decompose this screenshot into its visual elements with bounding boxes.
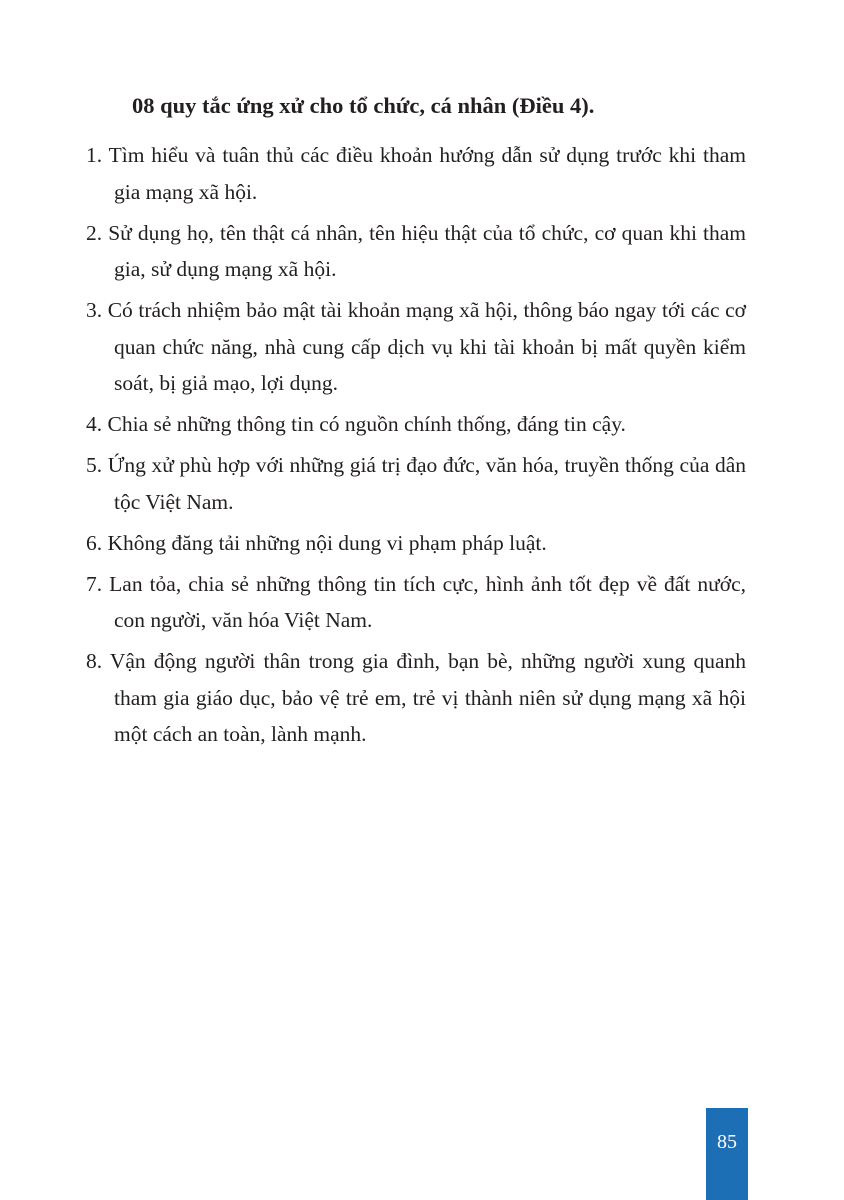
rule-number: 8. — [86, 649, 103, 673]
rule-number: 5. — [86, 453, 103, 477]
rules-list — [86, 137, 746, 757]
rule-item — [86, 137, 746, 210]
rule-item — [86, 215, 746, 288]
rule-number: 3. — [86, 298, 103, 322]
rule-item — [86, 406, 746, 443]
rule-item — [86, 566, 746, 639]
rule-text: Có trách nhiệm bảo mật tài khoản mạng xã hội, thông báo ngay tới các cơ quan chức năng, nhà cung cấp dịch vụ khi tài khoản bị mất quyền kiểm soát, bị giả mạo, lợi dụng. — [107, 298, 747, 395]
section-heading: 08 quy tắc ứng xử cho tổ chức, cá nhân (Điều 4). — [132, 93, 595, 118]
rule-text: Ứng xử phù hợp với những giá trị đạo đức, văn hóa, truyền thống của dân tộc Việt Nam. — [107, 453, 746, 514]
rule-item — [86, 643, 746, 753]
rule-number: 7. — [86, 571, 103, 596]
page-number: 85 — [717, 1131, 737, 1153]
rule-number: 1. — [86, 143, 103, 167]
rule-text: Tìm hiểu và tuân thủ các điều khoản hướng dẫn sử dụng trước khi tham gia mạng xã hội. — [108, 143, 746, 204]
rule-number: 6. — [86, 530, 103, 555]
rule-item — [86, 447, 746, 520]
rule-item — [86, 525, 746, 562]
rule-text: Lan tỏa, chia sẻ những thông tin tích cực, hình ảnh tốt đẹp về đất nước, con người, văn hóa Việt Nam. — [109, 571, 747, 632]
rule-text: Vận động người thân trong gia đình, bạn bè, những người xung quanh tham gia giáo dục, bảo vệ trẻ em, trẻ vị thành niên sử dụng mạng xã hội một cách an toàn, lành mạnh. — [109, 649, 746, 746]
rule-item — [86, 292, 746, 402]
rule-text: Chia sẻ những thông tin có nguồn chính thống, đáng tin cậy. — [107, 412, 626, 436]
rule-number: 4. — [86, 412, 103, 436]
rule-text: Không đăng tải những nội dung vi phạm pháp luật. — [107, 530, 547, 555]
rule-text: Sử dụng họ, tên thật cá nhân, tên hiệu thật của tổ chức, cơ quan khi tham gia, sử dụng mạng xã hội. — [108, 220, 747, 281]
rule-number: 2. — [86, 220, 103, 245]
page-number-tab — [706, 1108, 748, 1200]
